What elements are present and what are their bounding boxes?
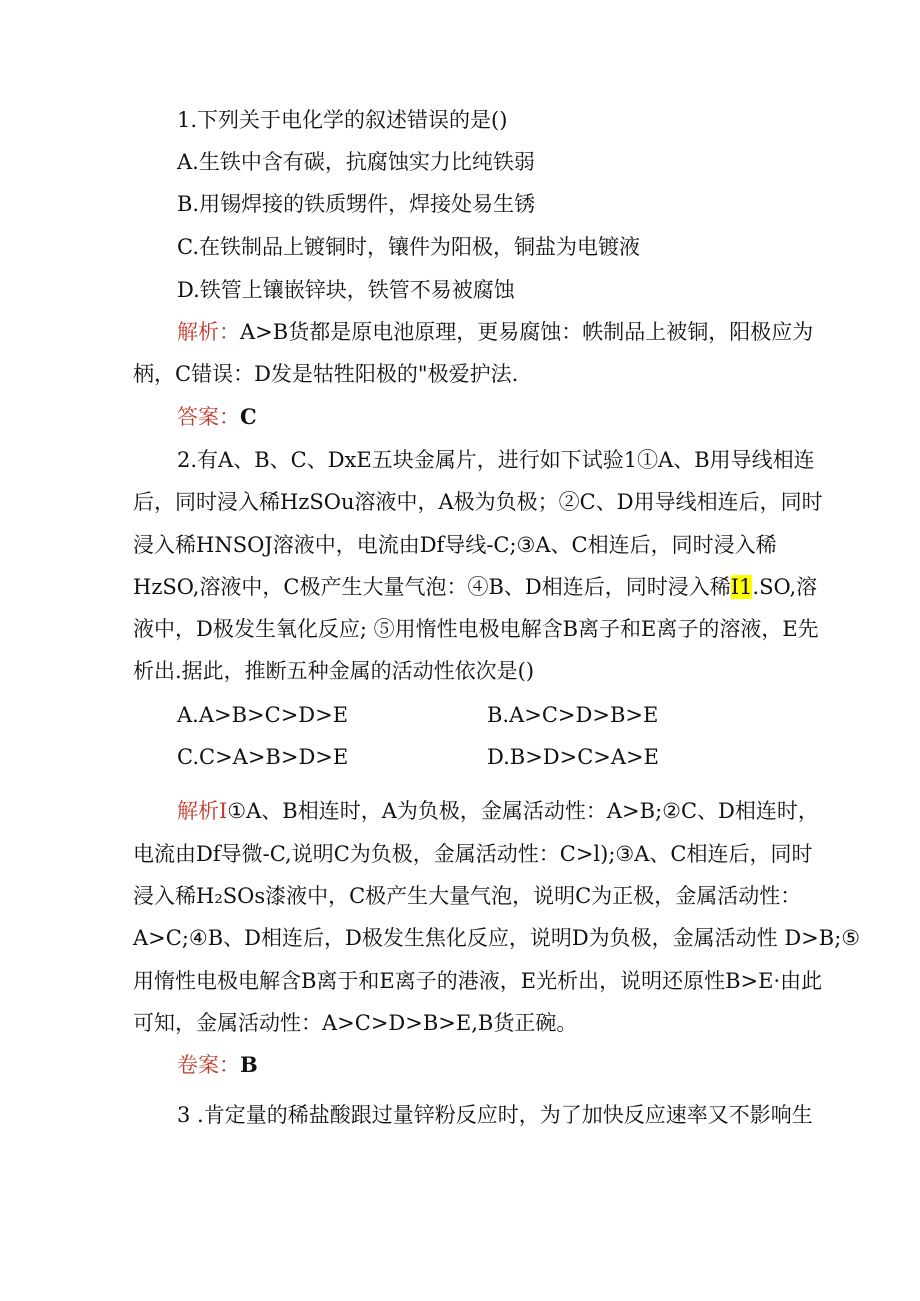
q1-stem: 1.下列关于电化学的叙述错误的是() [177,108,508,132]
q2-analysis-line-3: 浸入稀H₂SOs漆液中，C极产生大量气泡，说明C为正极，金属活动性： [133,884,802,908]
q2-stem-line-6: 析出.据此，推断五种金属的活动性依次是() [133,659,535,683]
q2-analysis-line-6: 可知，金属活动性：A>C>D>B>E,B货正碗。 [133,1011,578,1035]
q2-answer-label: 卷案： [177,1053,240,1077]
q1-option-a: A.生铁中含有碳，抗腐蚀实力比纯铁弱 [177,150,535,174]
q2-stem-line-1: 2.有A、B、C、DxE五块金属片，进行如下试验1①A、B用导线相连 [177,448,815,472]
q2-stem-line-2: 后，同时浸入稀HzSOu溶液中，A极为负极；②C、D用导线相连后，同时 [133,490,823,514]
q2-analysis-label: 解析I [177,799,228,823]
q1-analysis-line-2: 柄，C错误：D发是牯牲阳极的"极爱护法. [133,362,519,386]
q2-option-c: C.C>A>B>D>E [177,745,349,769]
q1-analysis-label: 解析： [177,320,240,344]
q1-option-b: B.用锡焊接的铁质甥件，焊接处易生锈 [177,192,536,216]
q2-analysis-line-4: A>C;④B、D相连后，D极发生焦化反应，说明D为负极，金属活动性 D>B;⑤ [133,926,861,950]
q2-answer-value: B [240,1052,258,1077]
q1-answer-label: 答案： [177,405,240,429]
q1-answer [177,403,257,431]
q2-option-a: A.A>B>C>D>E [177,703,349,727]
q1-option-c: C.在铁制品上镀铜时，镶件为阳极，铜盐为电镀液 [177,235,640,259]
q2-highlight: I1 [730,575,753,599]
q2-answer [177,1051,258,1079]
q3-stem: 3 .肯定量的稀盐酸跟过量锌粉反应时，为了加快反应速率又不影响生 [177,1103,813,1127]
q2-analysis-line-2: 电流由Df导微-C,说明C为负极，金属活动性：C>l);③A、C相连后，同时 [133,842,813,866]
q2-analysis-line-5: 用惰性电极电解含B离于和E离子的港液，E光析出，说明还原性B>E·由此 [133,969,823,993]
q2-option-d: D.B>D>C>A>E [487,745,659,769]
q1-answer-value: C [240,404,257,429]
q2-stem-line-3: 浸入稀HNSOJ溶液中，电流由Df导线-C;③A、C相连后，同时浸入稀 [133,533,777,557]
q2-stem-line-5: 液中，D极发生氧化反应; ⑤用惰性电极电解含B离子和E离子的溶液，E先 [133,617,819,641]
q2-analysis-line-1: 解析I①A、B相连时，A为负极，金属活动性：A>B;②C、D相连时， [177,799,819,823]
q2-stem-line-4: HzSO,溶液中，C极产生大量气泡：④B、D相连后，同时浸入稀I1.SO,溶 [133,575,818,599]
q1-analysis-line-1: 解析：A>B货都是原电池原理，更易腐蚀：帙制品上被铜，阳极应为 [177,320,814,344]
q1-option-d: D.铁管上镶嵌锌块，铁管不易被腐蚀 [177,278,515,302]
q2-option-b: B.A>C>D>B>E [487,703,659,727]
